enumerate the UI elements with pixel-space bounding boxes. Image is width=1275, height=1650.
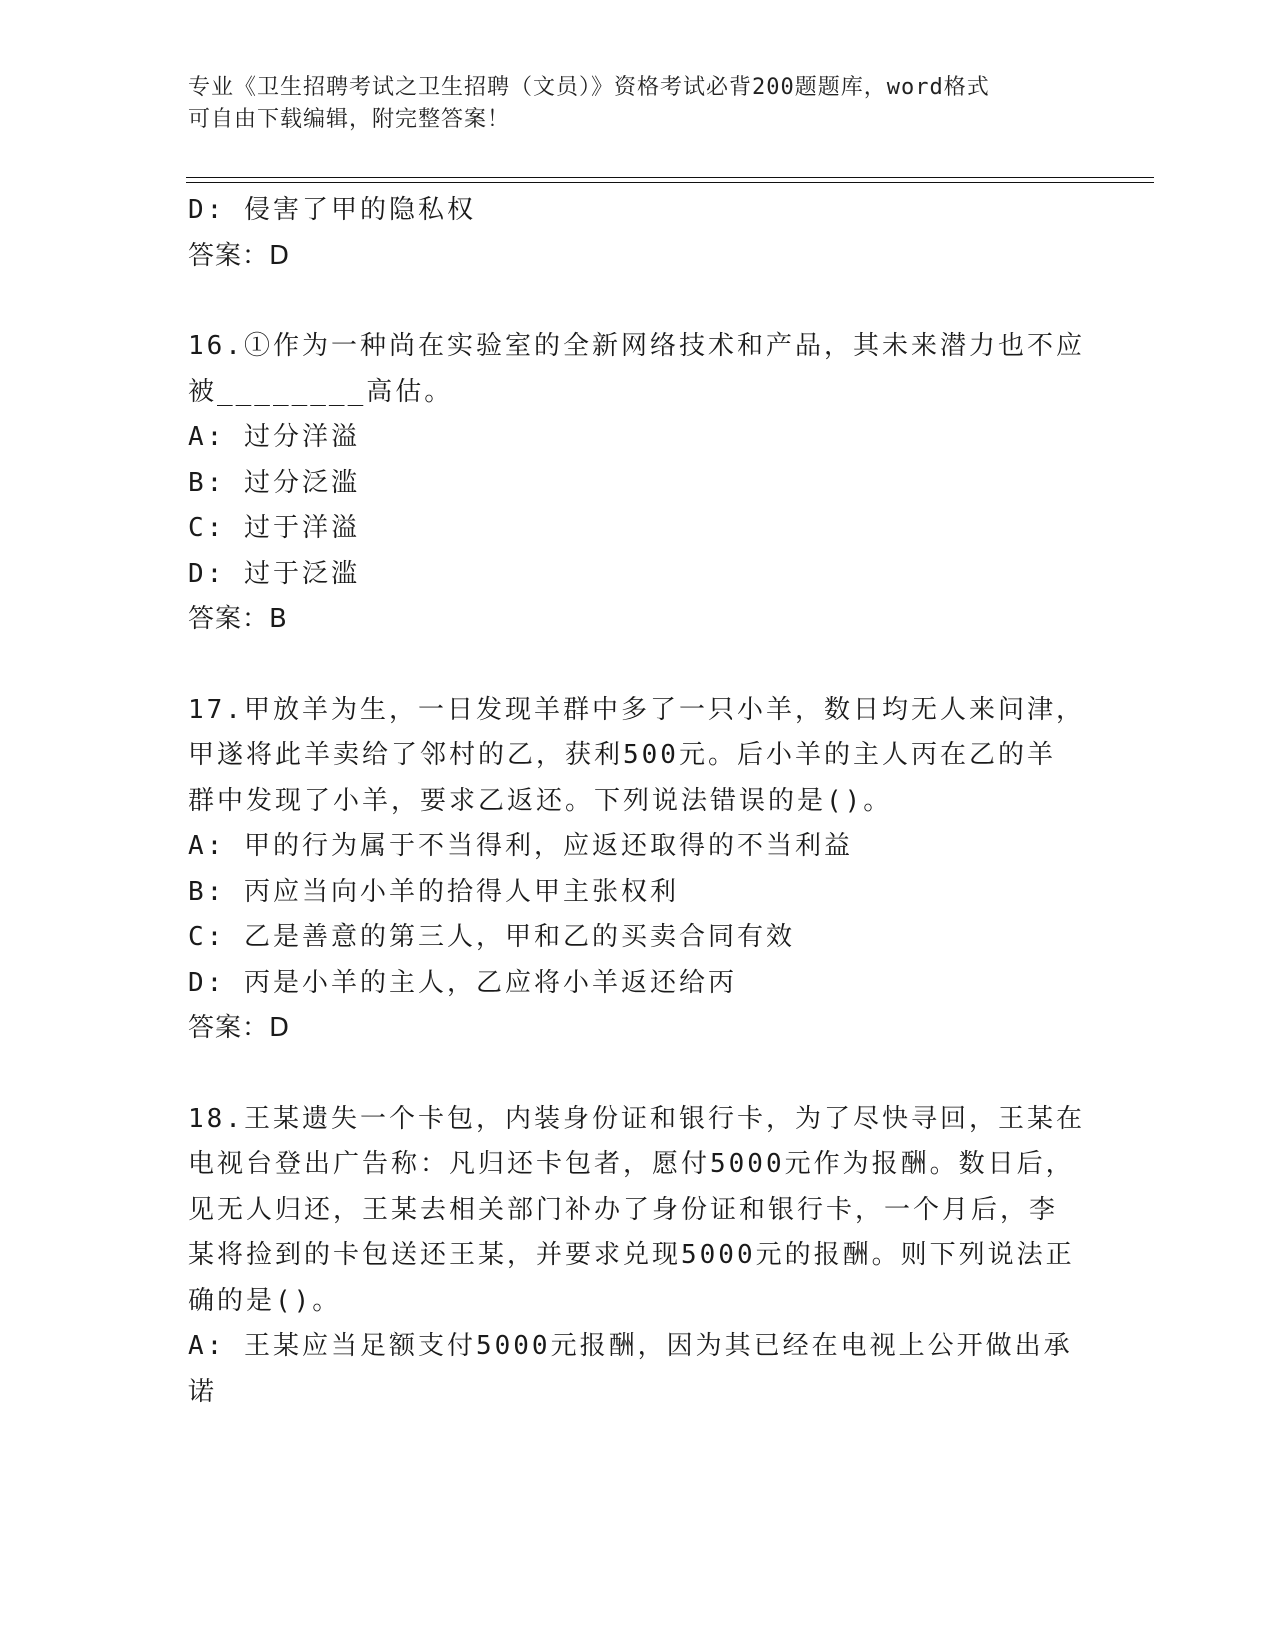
option-c: C: 乙是善意的第三人，甲和乙的买卖合同有效 — [188, 922, 795, 952]
option-c: C: 过于洋溢 — [188, 513, 360, 543]
header-line: 专业《卫生招聘考试之卫生招聘（文员）》资格考试必背200题题库，word格式 — [188, 75, 990, 100]
header-line: 可自由下载编辑，附完整答案！ — [188, 107, 511, 132]
option-a: A: 王某应当足额支付5000元报酬，因为其已经在电视上公开做出承 — [188, 1331, 1073, 1361]
question-16 — [188, 324, 1088, 643]
question-17 — [188, 688, 1088, 1052]
answer-line: 答案：B — [188, 604, 288, 634]
option-a-continued: 诺 — [188, 1376, 218, 1407]
page-header — [188, 72, 1088, 136]
header-rule — [186, 177, 1154, 178]
option-d: D: 过于泛滥 — [188, 558, 360, 589]
option-b: B: 丙应当向小羊的拾得人甲主张权利 — [188, 876, 679, 907]
option-a: A: 过分洋溢 — [188, 422, 360, 452]
option-a: A: 甲的行为属于不当得利，应返还取得的不当利益 — [188, 831, 853, 861]
question-text: 17.甲放羊为生，一日发现羊群中多了一只小羊，数日均无人来问津， — [188, 694, 1085, 725]
option-d: D: 侵害了甲的隐私权 — [188, 195, 476, 225]
answer-line: 答案：D — [188, 1013, 291, 1043]
question-text: 见无人归还，王某去相关部门补办了身份证和银行卡，一个月后，李 — [188, 1194, 1059, 1225]
question-text: 电视台登出广告称：凡归还卡包者，愿付5000元作为报酬。数日后， — [188, 1149, 1075, 1179]
option-d: D: 丙是小羊的主人，乙应将小羊返还给丙 — [188, 967, 737, 998]
option-b: B: 过分泛滥 — [188, 467, 360, 498]
question-18 — [188, 1097, 1088, 1416]
question-text: 甲遂将此羊卖给了邻村的乙，获利500元。后小羊的主人丙在乙的羊 — [188, 740, 1056, 770]
answer-line: 答案：D — [188, 240, 291, 271]
document-body — [188, 188, 1088, 1415]
question-text: 某将捡到的卡包送还王某，并要求兑现5000元的报酬。则下列说法正 — [188, 1240, 1075, 1270]
question-text: 18.王某遗失一个卡包，内装身份证和银行卡，为了尽快寻回，王某在 — [188, 1103, 1085, 1134]
question-text: 被________高估。 — [188, 376, 454, 407]
question-15-tail — [188, 188, 1088, 279]
question-text: 群中发现了小羊，要求乙返还。下列说法错误的是()。 — [188, 785, 893, 816]
question-text: 16.①作为一种尚在实验室的全新网络技术和产品，其未来潜力也不应 — [188, 331, 1085, 361]
question-text: 确的是()。 — [188, 1285, 342, 1316]
header-rule-secondary — [186, 182, 1154, 183]
